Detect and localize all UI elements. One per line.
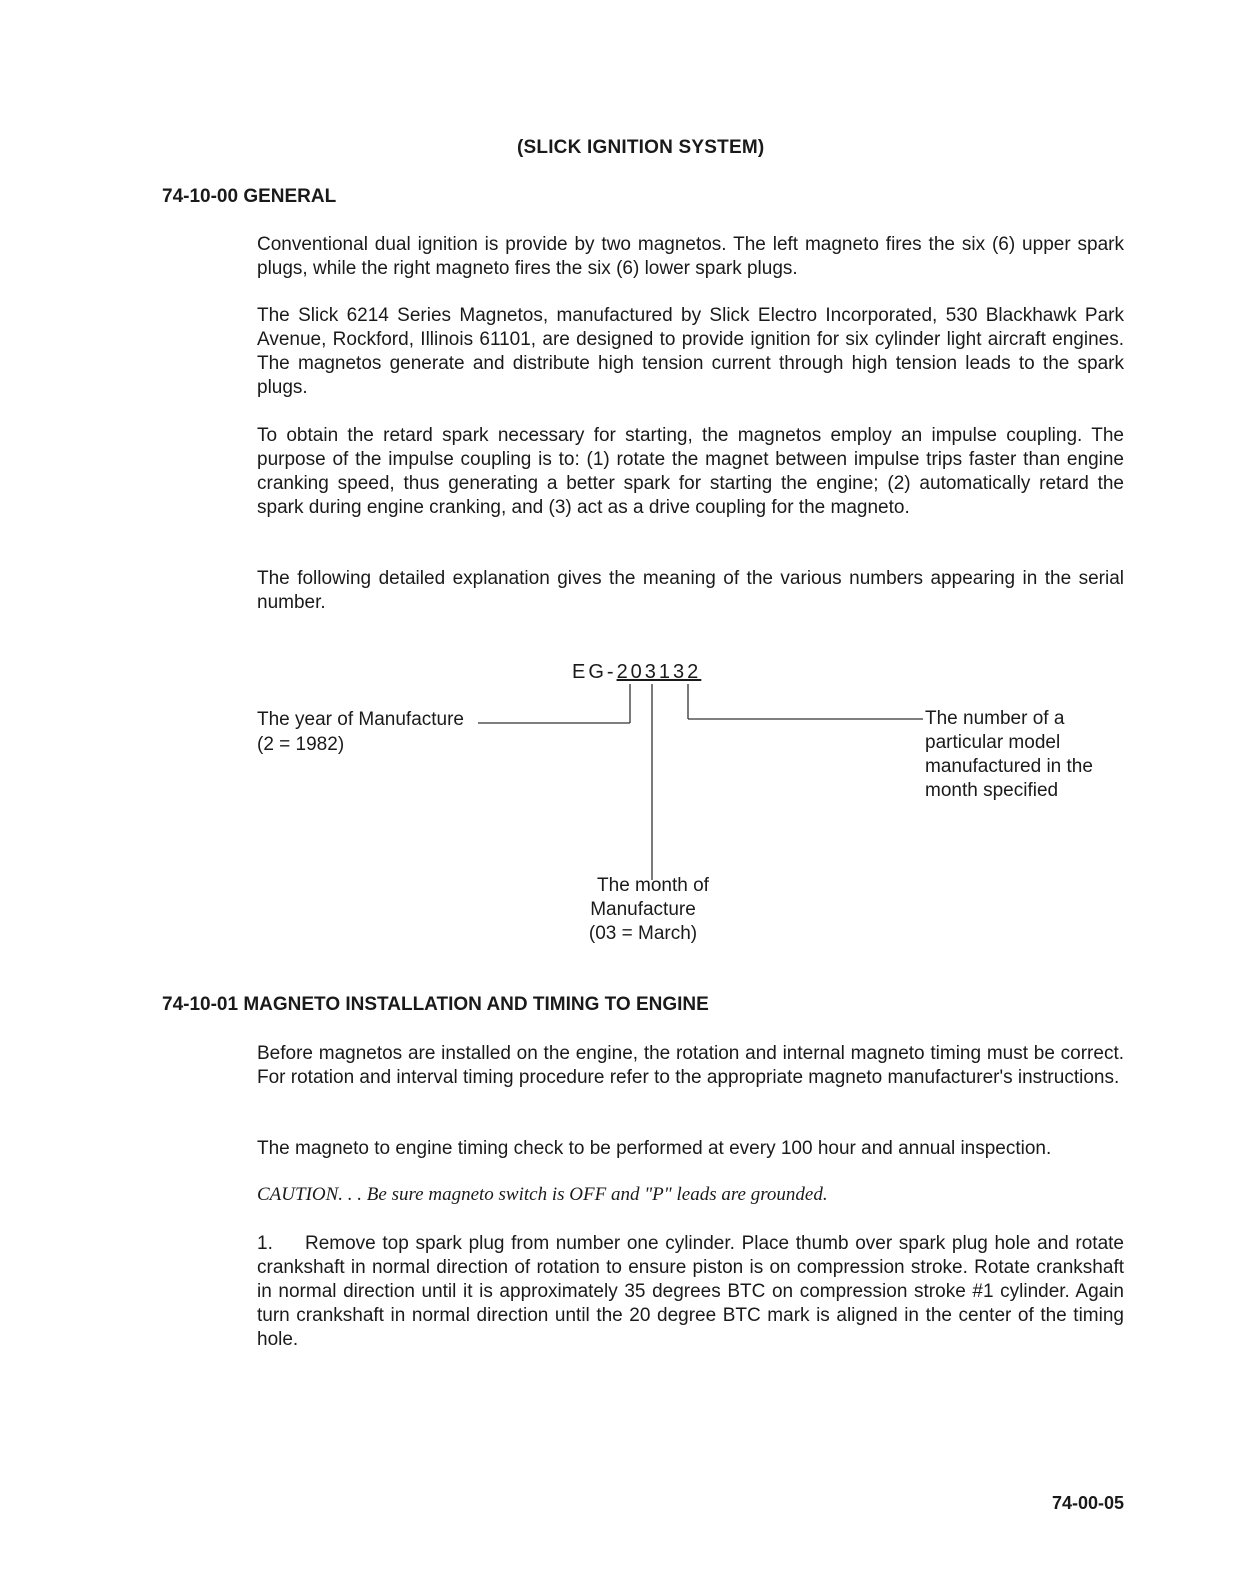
number-label-line4: month specified [925, 780, 1059, 801]
paragraph: Conventional dual ignition is provide by two magnetos. The left magneto fires the six (6) upper spark plugs, while the right magneto fires the six (6) lower spark plugs. [257, 234, 1124, 279]
month-label-line2: Manufacture [590, 899, 696, 920]
paragraph: To obtain the retard spark necessary for starting, the magnetos employ an impulse coupling. The purpose of the impulse coupling is to: (1) rotate the magnet between impulse trips faster than engine cranking speed, thus generating a better spark for starting the engine; (2) automatically retard the spark during engine cranking, and (3) act as a drive coupling for the magneto. [257, 425, 1124, 518]
number-label-line1: The number of a [925, 708, 1065, 729]
serial-prefix: EG- [572, 661, 617, 683]
serial-digits: 203132 [616, 661, 702, 683]
step-text: Remove top spark plug from number one cylinder. Place thumb over spark plug hole and rotate crankshaft in normal direction of rotation to ensure piston is on compression stroke. Rotate crankshaft in normal direction until it is approximately 35 degrees BTC on compression stroke #1 cylinder. Again turn crankshaft in normal direction until the 20 degree BTC mark is aligned in the center of the timing hole. [257, 1233, 1124, 1350]
number-label-line2: particular model [925, 732, 1061, 753]
paragraph: The magneto to engine timing check to be performed at every 100 hour and annual inspection. [257, 1138, 1052, 1159]
document-title: (SLICK IGNITION SYSTEM) [517, 137, 765, 158]
month-label-line1: The month of [597, 875, 709, 896]
step-1 [257, 1232, 1124, 1352]
month-note: (03 = March) [588, 923, 698, 944]
section-heading-general: 74-10-00 GENERAL [162, 186, 337, 207]
paragraph: Before magnetos are installed on the engine, the rotation and internal magneto timing must be correct. For rotation and interval timing procedure refer to the appropriate magneto manufacturer's instructions. [257, 1043, 1124, 1088]
paragraph: The following detailed explanation gives the meaning of the various numbers appearing in the serial number. [257, 568, 1124, 613]
year-note: (2 = 1982) [257, 734, 345, 755]
paragraph: The Slick 6214 Series Magnetos, manufactured by Slick Electro Incorporated, 530 Blackhawk Park Avenue, Rockford, Illinois 61101, are designed to provide ignition for six cylinder light aircraft engines. The magnetos generate and distribute high tension current through high tension leads to the spark plugs. [257, 305, 1124, 398]
step-number: 1. [257, 1233, 273, 1254]
number-label-line3: manufactured in the [925, 756, 1093, 777]
section-heading-magneto-installation: 74-10-01 MAGNETO INSTALLATION AND TIMING TO ENGINE [162, 994, 709, 1015]
caution-note: CAUTION. . . Be sure magneto switch is OFF and "P" leads are grounded. [257, 1184, 828, 1205]
page-number: 74-00-05 [1052, 1493, 1125, 1513]
year-label: The year of Manufacture [257, 709, 464, 730]
